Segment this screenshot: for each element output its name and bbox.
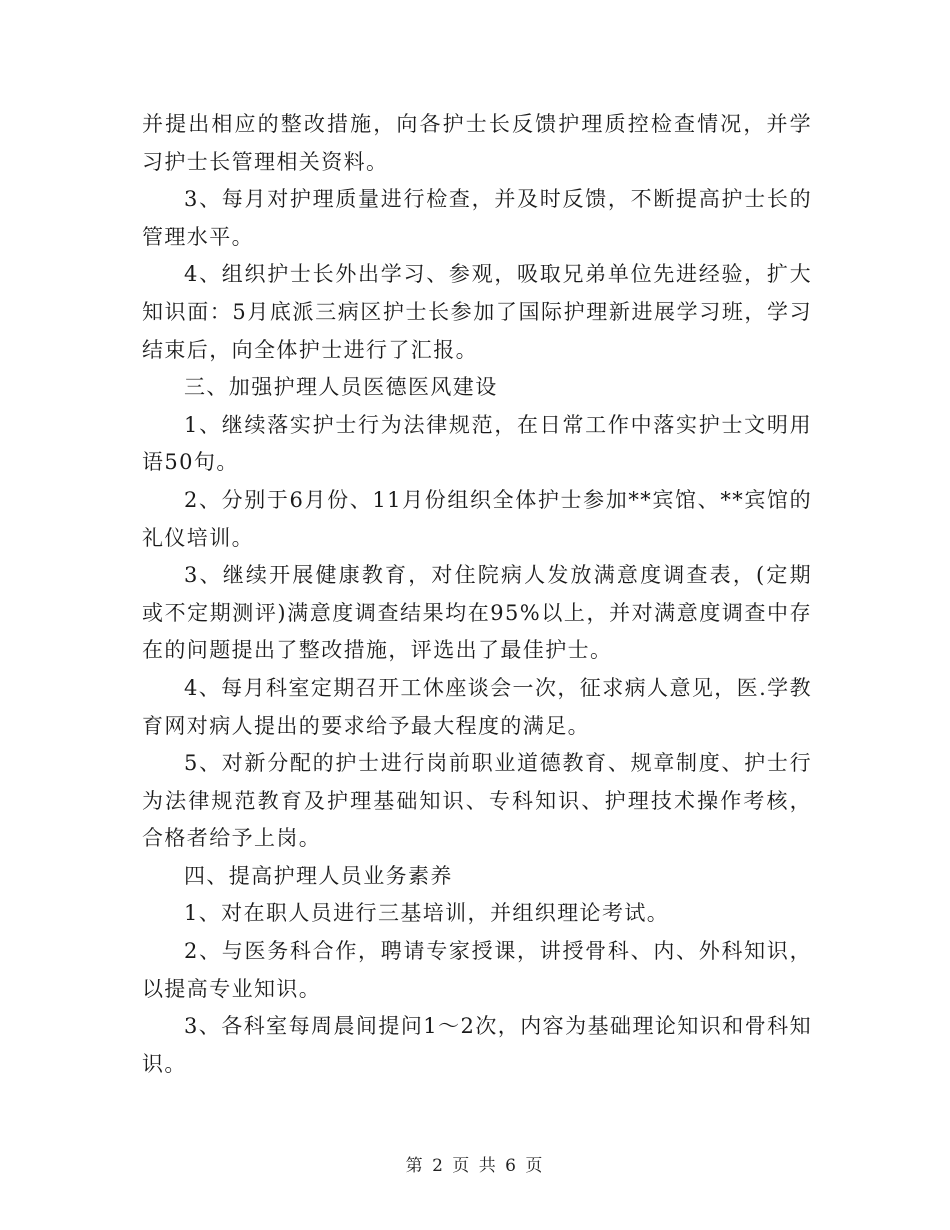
page-number-footer: 第 2 页 共 6 页	[405, 1156, 545, 1176]
document-body	[142, 106, 812, 1083]
paragraph-item: 1、继续落实护士行为法律规范，在日常工作中落实护士文明用语50句。	[142, 412, 812, 475]
paragraph-item: 3、继续开展健康教育，对住院病人发放满意度调查表，(定期或不定期测评)满意度调查结果均在95%以上，并对满意度调查中存在的问题提出了整改措施，评选出了最佳护士。	[142, 563, 812, 663]
paragraph-item: 3、每月对护理质量进行检查，并及时反馈，不断提高护士长的管理水平。	[142, 187, 812, 249]
section-heading: 四、提高护理人员业务素养	[184, 863, 453, 888]
paragraph-item: 2、分别于6月份、11月份组织全体护士参加**宾馆、**宾馆的礼仪培训。	[142, 487, 812, 550]
paragraph-item: 4、每月科室定期召开工休座谈会一次，征求病人意见，医.学教育网对病人提出的要求给予最大程度的满足。	[142, 675, 812, 738]
paragraph-item: 1、对在职人员进行三基培训，并组织理论考试。	[184, 901, 670, 926]
paragraph-item: 5、对新分配的护士进行岗前职业道德教育、规章制度、护士行为法律规范教育及护理基础知识、专科知识、护理技术操作考核，合格者给予上岗。	[142, 751, 812, 851]
paragraph-item: 4、组织护士长外出学习、参观，吸取兄弟单位先进经验，扩大知识面：5月底派三病区护士长参加了国际护理新进展学习班，学习结束后，向全体护士进行了汇报。	[142, 262, 812, 362]
paragraph-item: 3、各科室每周晨间提问1～2次，内容为基础理论知识和骨科知识。	[142, 1014, 812, 1076]
paragraph-item: 2、与医务科合作，聘请专家授课，讲授骨科、内、外科知识，以提高专业知识。	[142, 939, 812, 1001]
paragraph-continuation: 并提出相应的整改措施，向各护士长反馈护理质控检查情况，并学习护士长管理相关资料。	[142, 112, 812, 174]
section-heading: 三、加强护理人员医德医风建设	[184, 375, 498, 400]
